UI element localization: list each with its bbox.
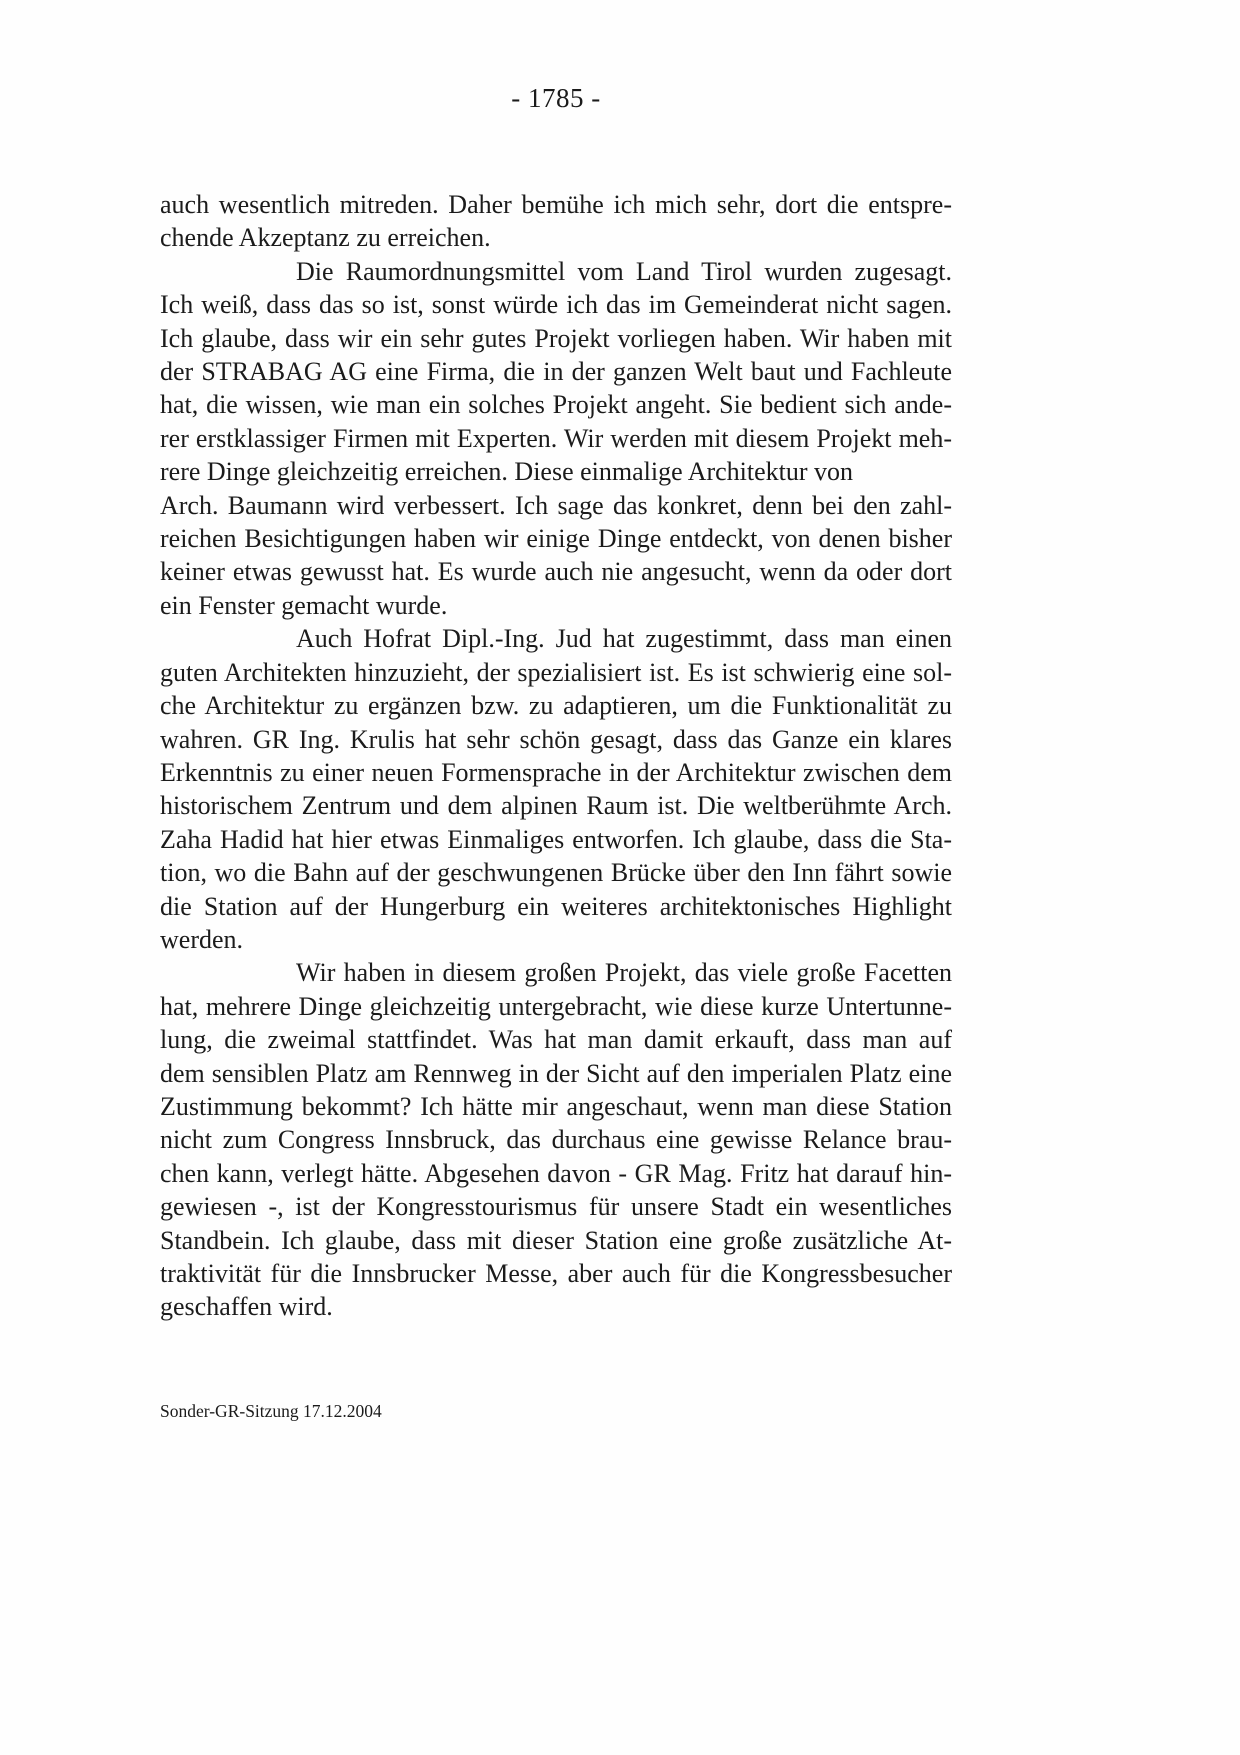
text-line: rere Dinge gleichzeitig erreichen. Diese einmalige Architektur von — [160, 457, 854, 487]
text-line: gewiesen -, ist der Kongresstourismus für unsere Stadt ein wesentliches — [160, 1192, 952, 1222]
text-line: Erkenntnis zu einer neuen Formensprache in der Architektur zwischen dem — [160, 757, 952, 787]
text-line: reichen Besichtigungen haben wir einige Dinge entdeckt, von denen bisher — [160, 524, 952, 554]
text-line: geschaffen wird. — [160, 1292, 333, 1322]
page-number: - 1785 - — [511, 83, 601, 113]
text-line: die Station auf der Hungerburg ein weiteres architektonisches Highlight — [160, 891, 952, 921]
text-line: historischem Zentrum und dem alpinen Raum ist. Die weltberühmte Arch. — [160, 791, 952, 821]
text-line: der STRABAG AG eine Firma, die in der ganzen Welt baut und Fachleute — [160, 357, 952, 387]
text-line: auch wesentlich mitreden. Daher bemühe ich mich sehr, dort die entspre- — [160, 190, 952, 219]
text-line: hat, die wissen, wie man ein solches Projekt angeht. Sie bedient sich ande- — [160, 390, 952, 420]
text-line: dem sensiblen Platz am Rennweg in der Sicht auf den imperialen Platz eine — [160, 1058, 952, 1088]
paragraph — [160, 956, 952, 1323]
text-line: hat, mehrere Dinge gleichzeitig untergebracht, wie diese kurze Untertunne- — [160, 991, 952, 1021]
text-line: Arch. Baumann wird verbessert. Ich sage das konkret, denn bei den zahl- — [160, 490, 952, 520]
text-line: rer erstklassiger Firmen mit Experten. Wir werden mit diesem Projekt meh- — [160, 423, 952, 453]
text-line: chende Akzeptanz zu erreichen. — [160, 223, 491, 253]
text-line: Die Raumordnungsmittel vom Land Tirol wurden zugesagt. — [296, 256, 952, 286]
text-line: wahren. GR Ing. Krulis hat sehr schön gesagt, dass das Ganze ein klares — [160, 724, 952, 754]
text-line: lung, die zweimal stattfindet. Was hat man damit erkauft, dass man auf — [160, 1025, 952, 1055]
text-line: Auch Hofrat Dipl.-Ing. Jud hat zugestimmt, dass man einen — [296, 624, 952, 654]
paragraph — [160, 622, 952, 956]
text-line: Ich glaube, dass wir ein sehr gutes Projekt vorliegen haben. Wir haben mit — [160, 323, 952, 353]
text-line: werden. — [160, 924, 244, 954]
text-line: Zustimmung bekommt? Ich hätte mir angeschaut, wenn man diese Station — [160, 1091, 952, 1121]
text-line: che Architektur zu ergänzen bzw. zu adaptieren, um die Funktionalität zu — [160, 691, 952, 721]
text-line: ein Fenster gemacht wurde. — [160, 590, 448, 620]
text-line: Zaha Hadid hat hier etwas Einmaliges entworfen. Ich glaube, dass die Sta- — [160, 824, 952, 854]
text-line: guten Architekten hinzuzieht, der spezialisiert ist. Es ist schwierig eine sol- — [160, 657, 952, 687]
text-line: tion, wo die Bahn auf der geschwungenen Brücke über den Inn fährt sowie — [160, 858, 952, 888]
paragraph — [160, 188, 952, 255]
text-line: nicht zum Congress Innsbruck, das durchaus eine gewisse Relance brau- — [160, 1125, 952, 1155]
text-line: Standbein. Ich glaube, dass mit dieser Station eine große zusätzliche At- — [160, 1225, 952, 1255]
page-footer: Sonder-GR-Sitzung 17.12.2004 — [160, 1401, 382, 1421]
text-line: chen kann, verlegt hätte. Abgesehen davon - GR Mag. Fritz hat darauf hin- — [160, 1158, 952, 1188]
document-body — [160, 188, 952, 1324]
paragraph — [160, 255, 952, 622]
text-line: Ich weiß, dass das so ist, sonst würde ich das im Gemeinderat nicht sagen. — [160, 290, 952, 320]
text-line: keiner etwas gewusst hat. Es wurde auch nie angesucht, wenn da oder dort — [160, 557, 952, 587]
text-line: traktivität für die Innsbrucker Messe, aber auch für die Kongressbesucher — [160, 1259, 952, 1288]
text-line: Wir haben in diesem großen Projekt, das viele große Facetten — [296, 958, 952, 988]
